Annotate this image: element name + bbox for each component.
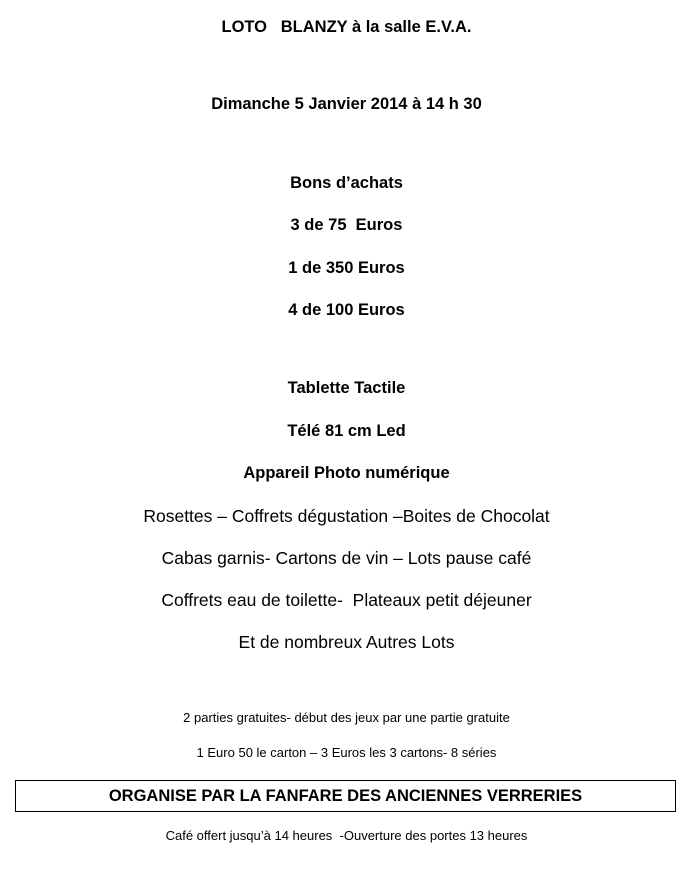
bon-item: 3 de 75 Euros (290, 216, 403, 234)
major-prize: Tablette Tactile (287, 379, 406, 397)
major-prize: Télé 81 cm Led (287, 422, 406, 440)
other-prize: Cabas garnis- Cartons de vin – Lots pause café (161, 548, 532, 568)
organizer-text: ORGANISE PAR LA FANFARE DES ANCIENNES VERRERIES (108, 787, 583, 805)
organizer-box (15, 780, 676, 812)
info-line: 1 Euro 50 le carton – 3 Euros les 3 cartons- 8 séries (196, 745, 497, 760)
other-prize: Coffrets eau de toilette- Plateaux petit déjeuner (161, 590, 532, 610)
event-title: LOTO BLANZY à la salle E.V.A. (221, 18, 472, 36)
bon-item: 1 de 350 Euros (288, 259, 405, 277)
bons-heading: Bons d’achats (290, 174, 403, 192)
other-prize: Rosettes – Coffrets dégustation –Boites de Chocolat (143, 506, 550, 526)
event-date: Dimanche 5 Janvier 2014 à 14 h 30 (211, 95, 482, 113)
bon-item: 4 de 100 Euros (288, 301, 405, 319)
footer-note: Café offert jusqu’à 14 heures -Ouverture des portes 13 heures (165, 828, 528, 843)
other-prize: Et de nombreux Autres Lots (238, 632, 455, 652)
info-line: 2 parties gratuites- début des jeux par une partie gratuite (183, 710, 510, 725)
major-prize: Appareil Photo numérique (243, 464, 450, 482)
